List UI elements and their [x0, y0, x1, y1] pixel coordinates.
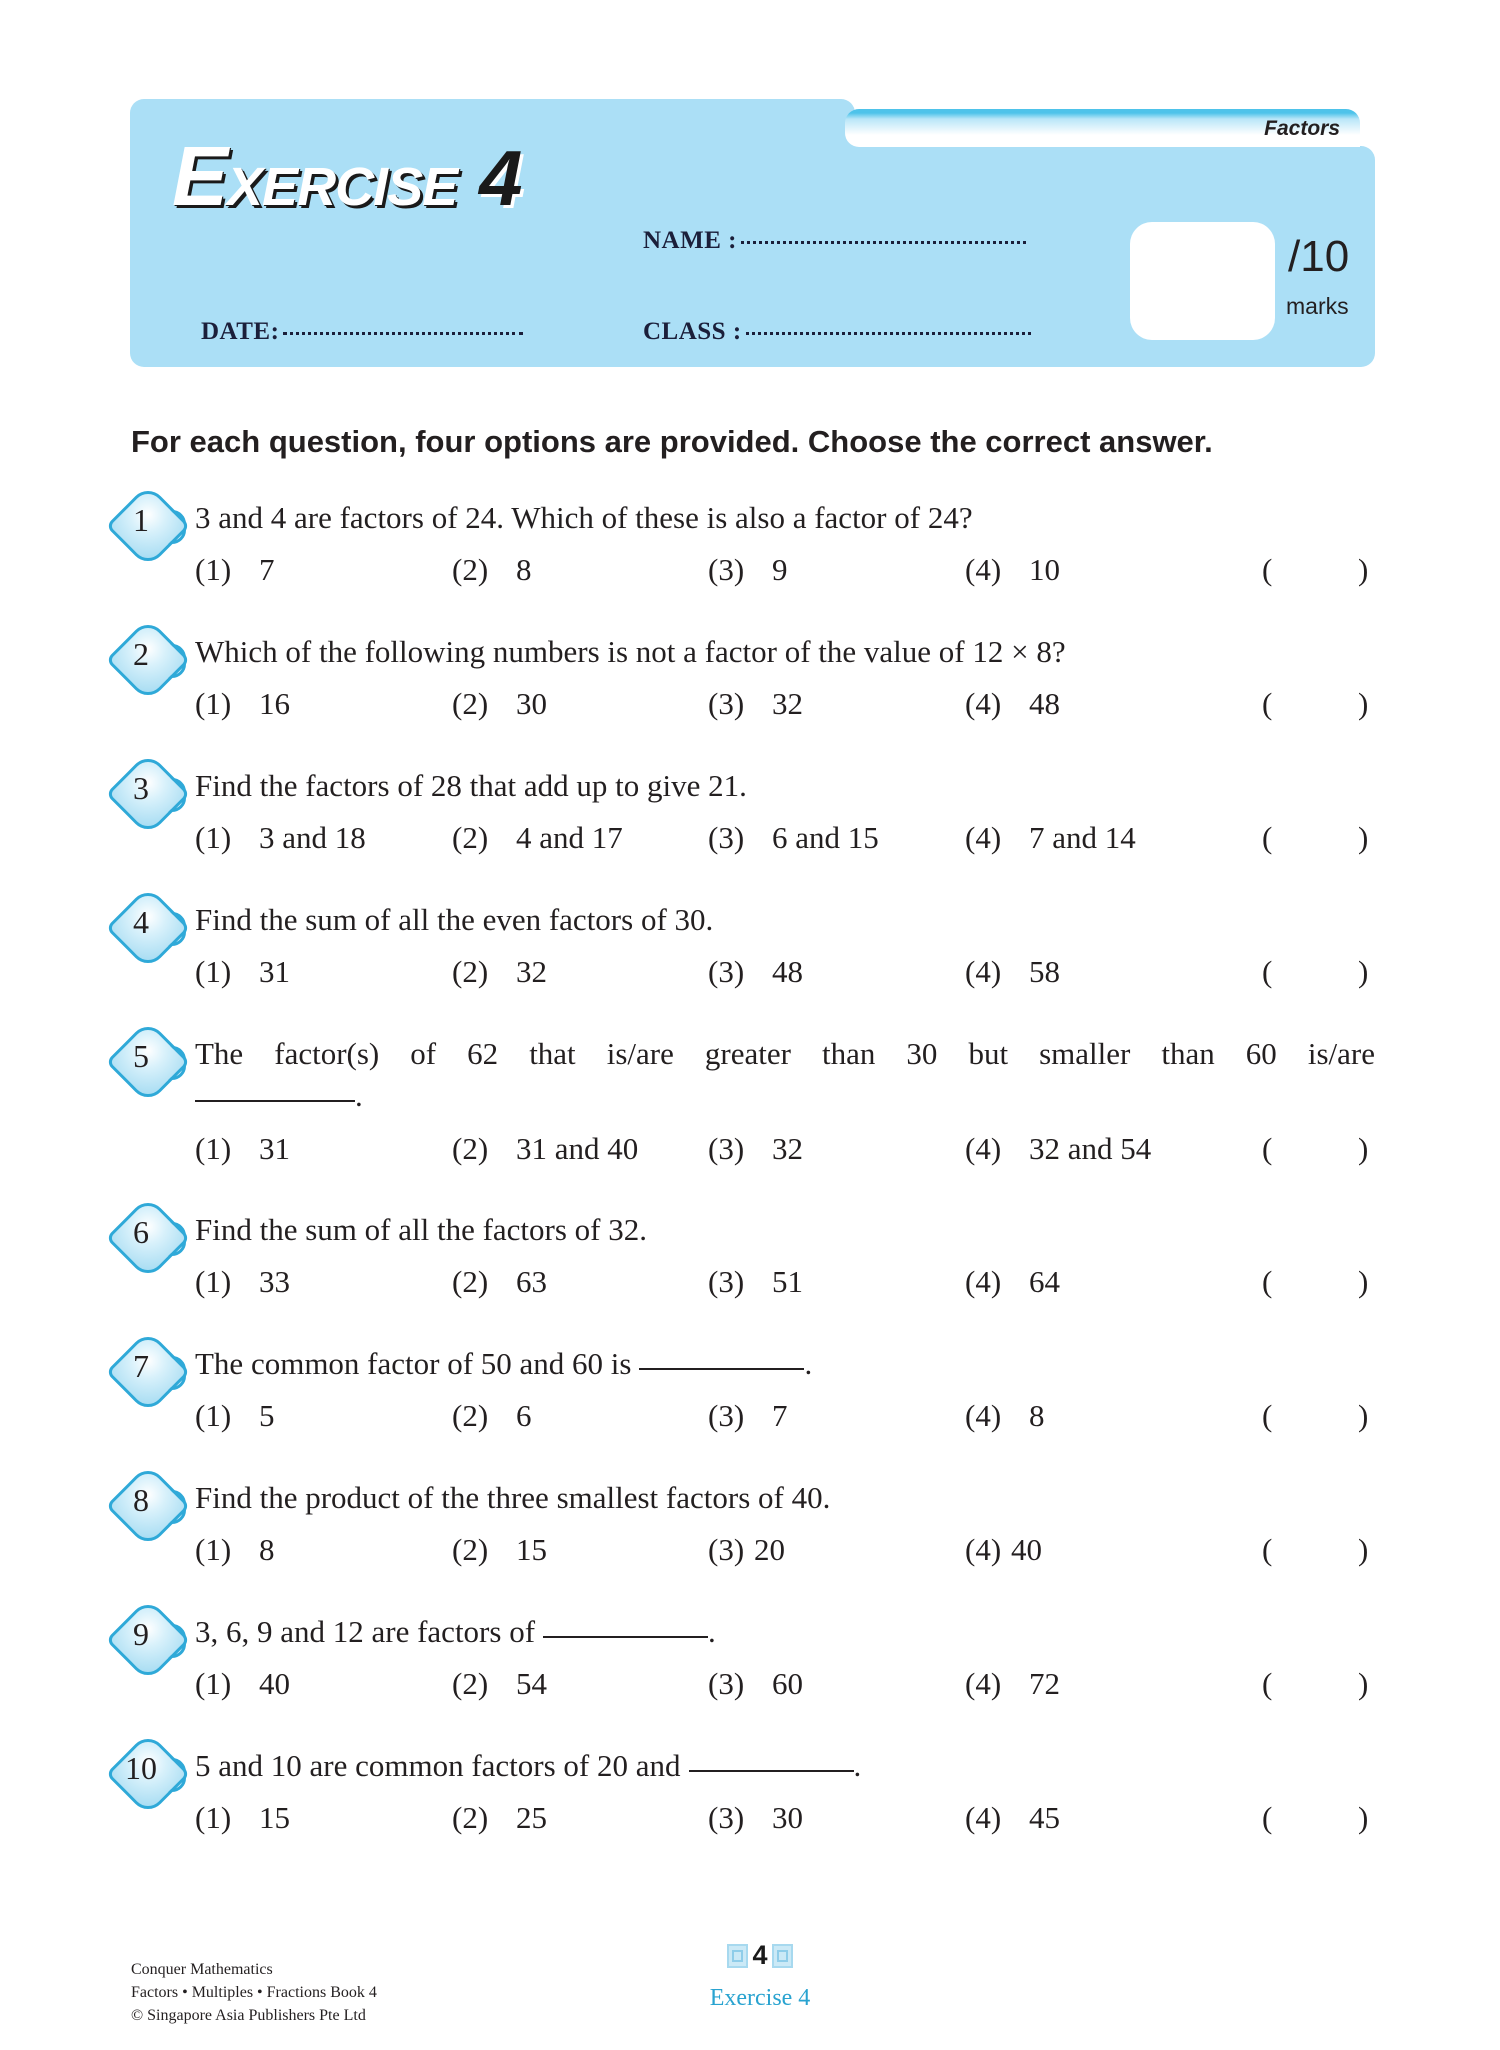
answer-paren-close: )	[1358, 1398, 1369, 1433]
option-4[interactable]: (4) 7 and 14	[965, 820, 1136, 855]
answer-box[interactable]	[1290, 1260, 1360, 1300]
answer-box[interactable]	[1290, 548, 1360, 588]
name-label: NAME :	[643, 227, 737, 254]
option-4[interactable]: (4) 10	[965, 552, 1060, 587]
question-text: The common factor of 50 and 60 is .	[195, 1346, 813, 1381]
footer-credits	[131, 1958, 377, 2027]
option-2[interactable]: (2) 30	[452, 686, 547, 721]
question-number-badge: 5	[110, 1026, 182, 1096]
question-text: The factor(s) of 62 that is/are greater than 30 but smaller than 60 is/are	[195, 1036, 1375, 1071]
option-1[interactable]: (1) 16	[195, 686, 290, 721]
answer-box[interactable]	[1290, 1528, 1360, 1568]
option-3[interactable]: (3) 7	[708, 1398, 788, 1433]
class-label: CLASS :	[643, 318, 742, 345]
answer-paren-close: )	[1358, 954, 1369, 989]
option-4[interactable]: (4) 8	[965, 1398, 1045, 1433]
question-number-badge: 7	[110, 1336, 182, 1406]
page-number: 4	[710, 1940, 810, 1971]
answer-box[interactable]	[1290, 1796, 1360, 1836]
answer-paren-open: (	[1262, 1398, 1273, 1433]
option-3[interactable]: (3) 30	[708, 1800, 803, 1835]
option-2[interactable]: (2) 32	[452, 954, 547, 989]
option-3[interactable]: (3) 9	[708, 552, 788, 587]
option-2[interactable]: (2) 6	[452, 1398, 532, 1433]
instruction: For each question, four options are provided. Choose the correct answer.	[131, 424, 1213, 459]
option-2[interactable]: (2) 25	[452, 1800, 547, 1835]
answer-paren-open: (	[1262, 954, 1273, 989]
option-3[interactable]: (3) 6 and 15	[708, 820, 879, 855]
option-1[interactable]: (1) 33	[195, 1264, 290, 1299]
option-3[interactable]: (3) 48	[708, 954, 803, 989]
page-ornament-icon	[727, 1944, 748, 1968]
answer-paren-close: )	[1358, 1532, 1369, 1567]
answer-paren-close: )	[1358, 820, 1369, 855]
question-text: Find the product of the three smallest factors of 40.	[195, 1480, 831, 1515]
score-total: /10	[1288, 232, 1350, 281]
question-number-badge: 1	[110, 490, 182, 560]
answer-paren-open: (	[1262, 1532, 1273, 1567]
option-1[interactable]: (1) 7	[195, 552, 275, 587]
question-number-badge: 3	[110, 758, 182, 828]
option-1[interactable]: (1) 31	[195, 954, 290, 989]
option-2[interactable]: (2) 63	[452, 1264, 547, 1299]
answer-paren-open: (	[1262, 1666, 1273, 1701]
answer-paren-close: )	[1358, 1131, 1369, 1166]
title-rest: XERCISE	[227, 157, 458, 217]
option-1[interactable]: (1) 3 and 18	[195, 820, 366, 855]
answer-paren-open: (	[1262, 1264, 1273, 1299]
option-2[interactable]: (2) 4 and 17	[452, 820, 623, 855]
score-box[interactable]	[1130, 222, 1275, 340]
answer-box[interactable]	[1290, 816, 1360, 856]
answer-paren-open: (	[1262, 686, 1273, 721]
answer-box[interactable]	[1290, 1127, 1360, 1167]
option-4[interactable]: (4) 64	[965, 1264, 1060, 1299]
exercise-number: 4	[479, 134, 522, 222]
option-2[interactable]: (2) 31 and 40	[452, 1131, 639, 1166]
option-3[interactable]: (3) 32	[708, 1131, 803, 1166]
answer-paren-close: )	[1358, 1264, 1369, 1299]
name-field[interactable]	[643, 227, 1026, 255]
answer-paren-close: )	[1358, 1800, 1369, 1835]
date-line[interactable]	[283, 331, 523, 335]
answer-paren-close: )	[1358, 552, 1369, 587]
question-text: 3, 6, 9 and 12 are factors of .	[195, 1614, 716, 1649]
question-number-badge: 6	[110, 1202, 182, 1272]
question-text: Which of the following numbers is not a factor of the value of 12 × 8?	[195, 634, 1066, 669]
answer-box[interactable]	[1290, 1394, 1360, 1434]
answer-paren-close: )	[1358, 1666, 1369, 1701]
answer-blank-line[interactable]: .	[195, 1078, 363, 1114]
title-first-letter: E	[172, 129, 228, 223]
question-number-badge: 4	[110, 892, 182, 962]
answer-blank-line[interactable]	[639, 1367, 804, 1370]
question-number-badge: 8	[110, 1470, 182, 1540]
question-text: 3 and 4 are factors of 24. Which of these is also a factor of 24?	[195, 500, 973, 535]
option-1[interactable]: (1) 5	[195, 1398, 275, 1433]
score-unit: marks	[1286, 293, 1349, 319]
question-text: Find the sum of all the even factors of 30.	[195, 902, 714, 937]
class-line[interactable]	[746, 331, 1031, 335]
option-2[interactable]: (2) 54	[452, 1666, 547, 1701]
option-3[interactable]: (3) 60	[708, 1666, 803, 1701]
answer-blank-line[interactable]	[543, 1635, 708, 1638]
question-text: 5 and 10 are common factors of 20 and .	[195, 1748, 862, 1783]
question-text: Find the factors of 28 that add up to give 21.	[195, 768, 747, 803]
option-4[interactable]: (4) 58	[965, 954, 1060, 989]
question-number-badge: 9	[110, 1604, 182, 1674]
option-4[interactable]: (4) 72	[965, 1666, 1060, 1701]
option-1[interactable]: (1) 8	[195, 1532, 275, 1567]
topic-label: Factors	[1264, 117, 1340, 140]
answer-box[interactable]	[1290, 1662, 1360, 1702]
answer-box[interactable]	[1290, 950, 1360, 990]
date-label: DATE:	[201, 318, 280, 345]
answer-paren-open: (	[1262, 1131, 1273, 1166]
date-field[interactable]	[201, 318, 523, 346]
name-line[interactable]	[741, 240, 1026, 244]
option-2[interactable]: (2) 8	[452, 552, 532, 587]
answer-blank-line[interactable]	[689, 1769, 854, 1772]
option-4[interactable]: (4) 45	[965, 1800, 1060, 1835]
option-1[interactable]: (1) 15	[195, 1800, 290, 1835]
answer-box[interactable]	[1290, 682, 1360, 722]
copyright: © Singapore Asia Publishers Pte Ltd	[131, 2007, 366, 2024]
option-3[interactable]: (3) 20	[708, 1532, 785, 1567]
class-field[interactable]	[643, 318, 1031, 346]
option-4[interactable]: (4) 32 and 54	[965, 1131, 1152, 1166]
answer-paren-open: (	[1262, 552, 1273, 587]
option-4[interactable]: (4) 48	[965, 686, 1060, 721]
question-number-badge: 10	[110, 1738, 182, 1808]
option-2[interactable]: (2) 15	[452, 1532, 547, 1567]
option-4[interactable]: (4) 40	[965, 1532, 1042, 1567]
book-title: Conquer Mathematics	[131, 1961, 273, 1978]
answer-paren-open: (	[1262, 820, 1273, 855]
exercise-title	[172, 128, 522, 225]
page-ornament-icon	[772, 1944, 793, 1968]
option-1[interactable]: (1) 31	[195, 1131, 290, 1166]
question-text: Find the sum of all the factors of 32.	[195, 1212, 647, 1247]
footer-section: Exercise 4	[709, 1985, 811, 2011]
answer-paren-close: )	[1358, 686, 1369, 721]
question-number-badge: 2	[110, 624, 182, 694]
answer-paren-open: (	[1262, 1800, 1273, 1835]
option-3[interactable]: (3) 32	[708, 686, 803, 721]
book-subtitle: Factors • Multiples • Fractions Book 4	[131, 1984, 377, 2001]
option-3[interactable]: (3) 51	[708, 1264, 803, 1299]
option-1[interactable]: (1) 40	[195, 1666, 290, 1701]
